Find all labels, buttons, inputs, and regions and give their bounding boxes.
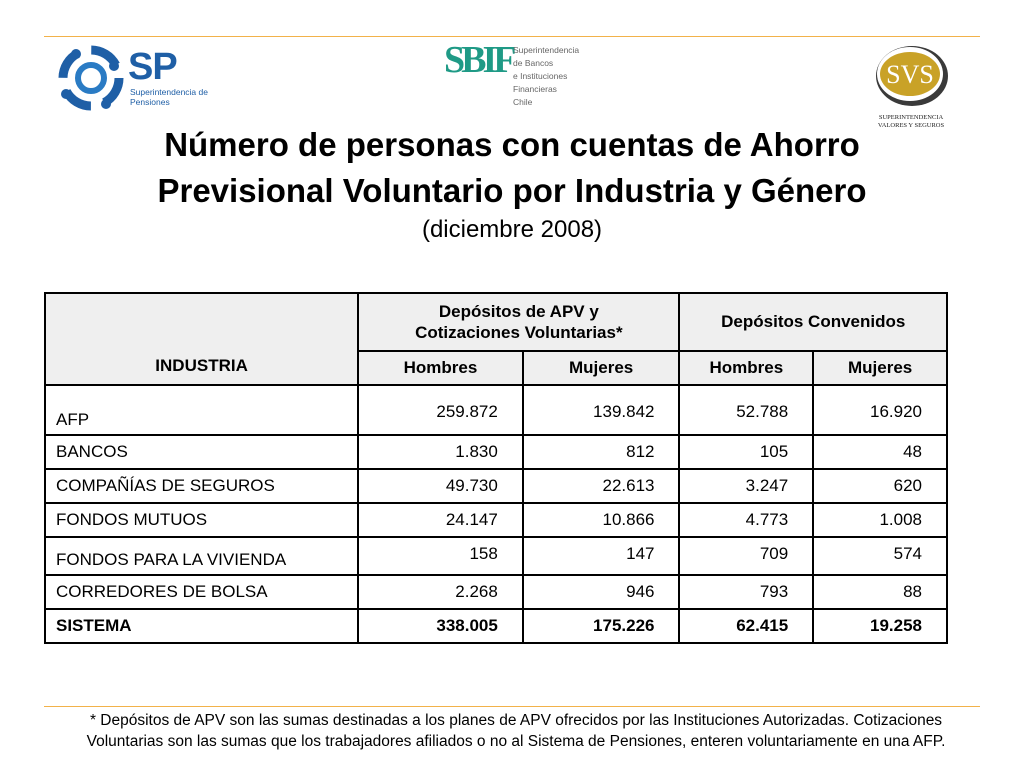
table-row <box>45 385 947 435</box>
value-cell: 1.008 <box>813 503 947 537</box>
value-cell: 793 <box>679 575 813 609</box>
footnote-line-1: * Depósitos de APV son las sumas destinadas a los planes de APV ofrecidos por las Instituciones Autorizadas. Cotizaciones <box>89 712 943 729</box>
sub-header-mujeres-apv: Mujeres <box>523 351 680 385</box>
sub-header-mujeres-conv: Mujeres <box>813 351 947 385</box>
value-cell: 259.872 <box>358 385 523 435</box>
table-header-row-groups <box>45 293 947 351</box>
page-title-line-1: Número de personas con cuentas de Ahorro <box>164 126 860 163</box>
value-cell: 52.788 <box>679 385 813 435</box>
value-cell: 22.613 <box>523 469 680 503</box>
table-total-row <box>45 609 947 643</box>
page-subtitle: (diciembre 2008) <box>421 216 603 243</box>
value-cell: 19.258 <box>813 609 947 643</box>
sp-logo-subtitle: Superintendencia de Pensiones <box>130 87 208 107</box>
value-cell: 3.247 <box>679 469 813 503</box>
value-cell: 946 <box>523 575 680 609</box>
sbif-logo <box>444 40 594 120</box>
value-cell: 1.830 <box>358 435 523 469</box>
value-cell: 10.866 <box>523 503 680 537</box>
table-row <box>45 469 947 503</box>
page-title-line-2: Previsional Voluntario por Industria y Género <box>157 172 867 209</box>
industry-cell: FONDOS PARA LA VIVIENDA <box>45 537 358 575</box>
value-cell: 2.268 <box>358 575 523 609</box>
page-title <box>0 122 1024 214</box>
footnote-line-2: Voluntarias son las sumas que los trabajadores afiliados o no al Sistema de Pensiones, enteren voluntariamente en una AFP. <box>86 733 946 750</box>
value-cell: 709 <box>679 537 813 575</box>
industry-cell: FONDOS MUTUOS <box>45 503 358 537</box>
industry-cell: SISTEMA <box>45 609 358 643</box>
sp-logo-name: SP <box>128 46 177 88</box>
value-cell: 24.147 <box>358 503 523 537</box>
group-header-apv-line-2: Cotizaciones Voluntarias* <box>415 323 623 342</box>
svs-logo <box>866 40 956 130</box>
value-cell: 338.005 <box>358 609 523 643</box>
sbif-logo-text: Superintendencia de Bancos e Instituciones Financieras Chile <box>513 45 580 107</box>
table-row <box>45 435 947 469</box>
group-header-apv-line-1: Depósitos de APV y <box>438 302 599 321</box>
value-cell: 158 <box>358 537 523 575</box>
value-cell: 139.842 <box>523 385 680 435</box>
svs-emblem-icon <box>866 40 956 112</box>
value-cell: 88 <box>813 575 947 609</box>
table-row <box>45 575 947 609</box>
industry-cell: BANCOS <box>45 435 358 469</box>
value-cell: 62.415 <box>679 609 813 643</box>
industry-cell: AFP <box>45 385 358 435</box>
sbif-logo-mark: SBIF <box>444 39 513 81</box>
top-divider <box>44 36 980 37</box>
industry-cell: COMPAÑÍAS DE SEGUROS <box>45 469 358 503</box>
table-row <box>45 503 947 537</box>
sub-header-hombres-apv: Hombres <box>358 351 523 385</box>
value-cell: 48 <box>813 435 947 469</box>
value-cell: 175.226 <box>523 609 680 643</box>
value-cell: 16.920 <box>813 385 947 435</box>
value-cell: 147 <box>523 537 680 575</box>
sp-logo <box>56 42 216 114</box>
apv-table <box>44 292 948 644</box>
sp-emblem-icon <box>56 42 126 112</box>
value-cell: 4.773 <box>679 503 813 537</box>
value-cell: 105 <box>679 435 813 469</box>
svs-logo-text: SUPERINTENDENCIA VALORES Y SEGUROS <box>877 114 945 129</box>
industry-header: INDUSTRIA <box>45 293 358 385</box>
svs-logo-mark: SVS <box>886 60 934 89</box>
industry-cell: CORREDORES DE BOLSA <box>45 575 358 609</box>
bottom-divider <box>44 706 980 707</box>
footnote <box>36 710 996 752</box>
sub-header-hombres-conv: Hombres <box>679 351 813 385</box>
value-cell: 812 <box>523 435 680 469</box>
table-row <box>45 537 947 575</box>
group-header-apv <box>358 293 679 351</box>
value-cell: 574 <box>813 537 947 575</box>
value-cell: 49.730 <box>358 469 523 503</box>
value-cell: 620 <box>813 469 947 503</box>
group-header-convenidos: Depósitos Convenidos <box>679 293 947 351</box>
